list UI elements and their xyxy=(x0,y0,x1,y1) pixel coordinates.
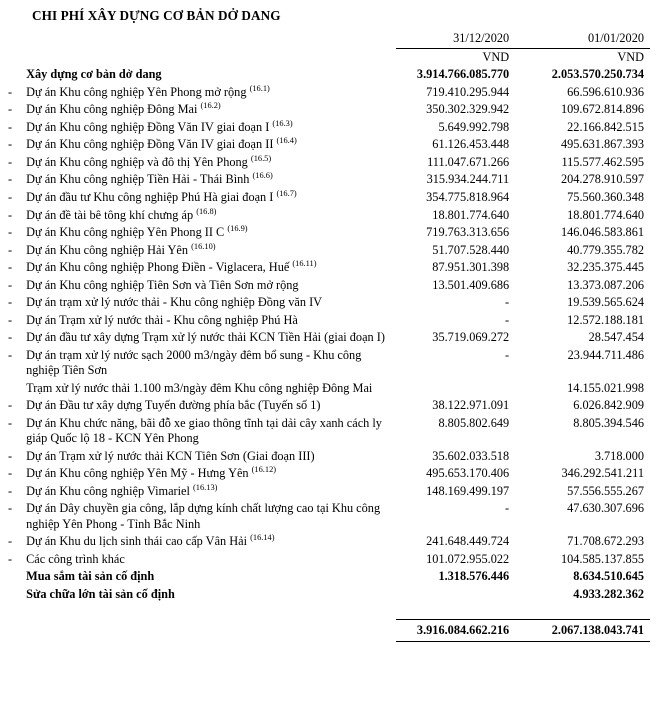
row-bullet: - xyxy=(8,137,13,152)
row-label xyxy=(26,259,396,277)
header-currency-col2: VND xyxy=(617,49,644,64)
table-row xyxy=(8,294,650,312)
row-label-text: Dự án đề tài bê tông khí chưng áp xyxy=(26,207,194,222)
header-currency-col1: VND xyxy=(482,49,510,64)
row-value-col1: 495.653.170.406 xyxy=(426,466,510,481)
row-label xyxy=(26,448,396,466)
row-value-col2: 32.235.375.445 xyxy=(567,260,644,275)
row-value-col2: 495.631.867.393 xyxy=(560,137,644,152)
row-label-text: Dự án Dây chuyền gia công, lắp dựng kính chất lượng cao tại Khu công nghiệp Yên Phong - Tỉnh Bắc Ninh xyxy=(26,501,381,531)
row-value-col2: 28.547.454 xyxy=(588,330,644,345)
row-value-col1: 35.602.033.518 xyxy=(432,448,510,463)
row-label-text: Các công trình khác xyxy=(26,551,125,566)
row-value-col2: 2.053.570.250.734 xyxy=(551,67,644,82)
row-label-text: Dự án Khu công nghiệp Yên Mỹ - Hưng Yên xyxy=(26,466,249,481)
row-value-col2: 4.933.282.362 xyxy=(573,587,644,602)
row-label-text: Dự án Khu công nghiệp Đồng Văn IV giai đoạn I xyxy=(26,119,270,134)
row-note-ref: (16.3) xyxy=(272,118,293,128)
row-bullet: - xyxy=(8,154,13,169)
row-label xyxy=(26,119,396,137)
row-label-text: Dự án Khu công nghiệp Yên Phong II C xyxy=(26,225,225,240)
row-label xyxy=(26,483,396,501)
total-block xyxy=(8,619,650,642)
row-value-col1: 354.775.818.964 xyxy=(426,190,510,205)
row-label xyxy=(26,551,396,569)
total-table xyxy=(8,619,650,642)
table-header-currency xyxy=(8,48,650,66)
row-bullet: - xyxy=(8,242,13,257)
row-value-col1 xyxy=(396,380,519,398)
row-bullet: - xyxy=(8,483,13,498)
row-label-text: Dự án Khu công nghiệp Hải Yên xyxy=(26,242,189,257)
table-row xyxy=(8,347,650,380)
total-row xyxy=(8,620,650,642)
header-label-spacer xyxy=(26,30,396,48)
table-row xyxy=(8,154,650,172)
financial-table xyxy=(8,30,650,66)
table-row xyxy=(8,586,650,604)
row-bullet: - xyxy=(8,207,13,222)
row-label xyxy=(26,171,396,189)
header-spacer xyxy=(8,30,26,48)
row-label-text: Dự án Khu công nghiệp Yên Phong mở rộng xyxy=(26,84,247,99)
row-note-ref: (16.2) xyxy=(200,101,221,111)
row-value-col1: 1.318.576.446 xyxy=(438,569,510,584)
row-bullet: - xyxy=(8,534,13,549)
row-note-ref: (16.5) xyxy=(250,153,272,163)
row-label xyxy=(26,465,396,483)
table-row xyxy=(8,448,650,466)
row-label xyxy=(26,101,396,119)
row-label-text: Dự án đầu tư xây dựng Trạm xử lý nước thải KCN Tiền Hải (giai đoạn I) xyxy=(26,330,385,345)
row-label-text: Dự án Trạm xử lý nước thải - Khu công nghiệp Phú Hà xyxy=(26,312,298,327)
row-label-text: Dự án Khu công nghiệp và đô thị Yên Phong xyxy=(26,154,248,169)
table-row xyxy=(8,206,650,224)
row-label xyxy=(26,136,396,154)
row-value-col1: 148.169.499.197 xyxy=(426,483,510,498)
row-bullet: - xyxy=(8,347,13,362)
row-value-col1: 13.501.409.686 xyxy=(432,277,510,292)
table-row xyxy=(8,66,650,84)
row-value-col2: 19.539.565.624 xyxy=(567,295,644,310)
row-label-text: Dự án Đầu tư xây dựng Tuyến đường phía bắc (Tuyến số 1) xyxy=(26,398,321,413)
row-label xyxy=(26,397,396,415)
row-value-col2: 204.278.910.597 xyxy=(560,172,644,187)
row-value-col1: - xyxy=(505,295,510,310)
row-value-col1: 35.719.069.272 xyxy=(432,330,510,345)
row-label-text: Dự án Khu công nghiệp Vimariel xyxy=(26,483,190,498)
row-label xyxy=(26,568,396,586)
table-row xyxy=(8,136,650,154)
row-bullet: - xyxy=(8,398,13,413)
row-value-col2: 75.560.360.348 xyxy=(567,190,644,205)
row-value-col1: 61.126.453.448 xyxy=(432,137,510,152)
row-bullet xyxy=(8,66,26,84)
row-bullet: - xyxy=(8,119,13,134)
table-row xyxy=(8,568,650,586)
row-label-text: Dự án trạm xử lý nước thải - Khu công nghiệp Đồng văn IV xyxy=(26,295,323,310)
row-label xyxy=(26,294,396,312)
row-value-col1: 350.302.329.942 xyxy=(426,102,510,117)
row-bullet xyxy=(8,380,26,398)
financial-rows-body xyxy=(8,66,650,603)
row-label-text: Trạm xử lý nước thải 1.100 m3/ngày đêm Khu công nghiệp Đông Mai xyxy=(26,380,373,395)
table-row xyxy=(8,329,650,347)
row-value-col2: 47.630.307.696 xyxy=(567,501,644,516)
row-value-col2: 115.577.462.595 xyxy=(561,154,644,169)
row-value-col1: 111.047.671.266 xyxy=(427,154,510,169)
row-label xyxy=(26,312,396,330)
row-value-col1: 315.934.244.711 xyxy=(426,172,510,187)
total-label xyxy=(26,620,396,642)
table-row xyxy=(8,465,650,483)
table-row xyxy=(8,483,650,501)
table-row xyxy=(8,259,650,277)
header-date-col2: 01/01/2020 xyxy=(519,30,650,48)
row-label-text: Dự án Khu chức năng, bãi đỗ xe giao thông tĩnh tại dải cây xanh cách ly giáp Quốc lộ 18 - KCN Yên Phong xyxy=(26,415,382,446)
row-value-col2: 346.292.541.211 xyxy=(561,466,644,481)
header-date-col1: 31/12/2020 xyxy=(396,30,519,48)
row-label xyxy=(26,380,396,398)
row-value-col1: - xyxy=(505,501,510,516)
table-row xyxy=(8,397,650,415)
table-row xyxy=(8,189,650,207)
row-bullet xyxy=(8,586,26,604)
table-row xyxy=(8,84,650,102)
row-bullet: - xyxy=(8,312,13,327)
row-bullet: - xyxy=(8,260,13,275)
row-label xyxy=(26,533,396,551)
row-bullet: - xyxy=(8,277,13,292)
row-value-col2: 23.944.711.486 xyxy=(567,347,644,362)
row-value-col2: 66.596.610.936 xyxy=(567,84,644,99)
row-value-col2: 57.556.555.267 xyxy=(567,483,644,498)
row-value-col1: 51.707.528.440 xyxy=(432,242,510,257)
row-note-ref: (16.14) xyxy=(250,533,275,543)
row-value-col2: 12.572.188.181 xyxy=(567,312,644,327)
row-value-col1: 719.410.295.944 xyxy=(426,84,510,99)
row-label xyxy=(26,242,396,260)
row-label xyxy=(26,586,396,604)
total-value-col1: 3.916.084.662.216 xyxy=(396,620,519,642)
row-label-text: Dự án Khu công nghiệp Tiền Hải - Thái Bình xyxy=(26,172,250,187)
row-label xyxy=(26,66,396,84)
row-label xyxy=(26,329,396,347)
row-value-col2: 40.779.355.782 xyxy=(567,242,644,257)
row-value-col2: 18.801.774.640 xyxy=(567,207,644,222)
table-row xyxy=(8,533,650,551)
row-value-col2: 109.672.814.896 xyxy=(560,102,644,117)
row-value-col2: 104.585.137.855 xyxy=(560,551,644,566)
financial-rows-table xyxy=(8,66,650,603)
row-bullet xyxy=(8,568,26,586)
row-note-ref: (16.7) xyxy=(276,188,297,198)
row-note-ref: (16.11) xyxy=(292,259,317,269)
row-label-text: Dự án Trạm xử lý nước thải KCN Tiên Sơn (Giai đoạn III) xyxy=(26,448,315,463)
row-note-ref: (16.6) xyxy=(252,171,273,181)
row-value-col1: 87.951.301.398 xyxy=(432,260,510,275)
row-note-ref: (16.10) xyxy=(191,241,216,251)
row-note-ref: (16.12) xyxy=(251,465,277,475)
row-value-col1: - xyxy=(505,312,510,327)
row-value-col2: 22.166.842.515 xyxy=(567,119,644,134)
row-value-col1: 8.805.802.649 xyxy=(438,415,510,430)
row-bullet: - xyxy=(8,466,13,481)
row-label xyxy=(26,415,396,448)
row-label xyxy=(26,189,396,207)
row-value-col1: 38.122.971.091 xyxy=(432,398,510,413)
row-note-ref: (16.8) xyxy=(196,206,217,216)
table-row xyxy=(8,224,650,242)
row-value-col2: 14.155.021.998 xyxy=(567,380,644,395)
table-row xyxy=(8,277,650,295)
row-note-ref: (16.4) xyxy=(276,136,297,146)
row-label xyxy=(26,500,396,533)
row-label-text: Dự án Khu công nghiệp Tiên Sơn và Tiên Sơn mở rộng xyxy=(26,277,299,292)
row-value-col1: 101.072.955.022 xyxy=(426,551,510,566)
row-value-col1: 3.914.766.085.770 xyxy=(416,67,510,82)
page-title: CHI PHÍ XÂY DỰNG CƠ BẢN DỞ DANG xyxy=(32,8,281,23)
row-bullet: - xyxy=(8,330,13,345)
row-value-col1: - xyxy=(505,347,510,362)
row-label-text: Dự án trạm xử lý nước sạch 2000 m3/ngày đêm bổ sung - Khu công nghiệp Tiên Sơn xyxy=(26,347,362,378)
row-value-col2: 13.373.087.206 xyxy=(567,277,644,292)
total-value-col2: 2.067.138.043.741 xyxy=(519,620,650,642)
row-value-col1: 719.763.313.656 xyxy=(426,225,510,240)
row-label-text: Dự án Khu du lịch sinh thái cao cấp Vân Hải xyxy=(26,534,248,549)
row-label xyxy=(26,206,396,224)
row-value-col2: 146.046.583.861 xyxy=(560,225,644,240)
table-row xyxy=(8,101,650,119)
row-value-col1: 18.801.774.640 xyxy=(432,207,510,222)
table-row xyxy=(8,500,650,533)
table-header-dates xyxy=(8,30,650,48)
row-label-text: Dự án Khu công nghiệp Phong Điền - Viglacera, Huế xyxy=(26,260,290,275)
row-value-col1: 5.649.992.798 xyxy=(438,119,510,134)
table-row xyxy=(8,242,650,260)
row-bullet: - xyxy=(8,551,13,566)
table-row xyxy=(8,551,650,569)
table-row xyxy=(8,312,650,330)
row-label-text: Dự án đầu tư Khu công nghiệp Phú Hà giai đoạn I xyxy=(26,190,274,205)
row-value-col1 xyxy=(396,586,519,604)
row-label-text: Dự án Khu công nghiệp Đồng Văn IV giai đoạn II xyxy=(26,137,274,152)
row-label xyxy=(26,84,396,102)
row-bullet: - xyxy=(8,102,13,117)
row-label xyxy=(26,277,396,295)
row-value-col2: 3.718.000 xyxy=(594,448,644,463)
row-label-text: Sửa chữa lớn tài sản cố định xyxy=(26,587,175,602)
row-value-col2: 8.805.394.546 xyxy=(573,415,644,430)
row-label-text: Xây dựng cơ bản dở dang xyxy=(26,67,162,82)
row-label-text: Dự án Khu công nghiệp Đông Mai xyxy=(26,102,198,117)
row-bullet: - xyxy=(8,295,13,310)
row-note-ref: (16.9) xyxy=(227,224,248,234)
table-row xyxy=(8,380,650,398)
row-value-col1: 241.648.449.724 xyxy=(426,534,510,549)
row-bullet: - xyxy=(8,84,13,99)
row-value-col2: 8.634.510.645 xyxy=(573,569,644,584)
table-body xyxy=(8,30,650,66)
row-bullet: - xyxy=(8,225,13,240)
table-row xyxy=(8,119,650,137)
row-value-col2: 6.026.842.909 xyxy=(573,398,644,413)
table-row xyxy=(8,171,650,189)
row-bullet: - xyxy=(8,172,13,187)
table-row xyxy=(8,415,650,448)
row-value-col2: 71.708.672.293 xyxy=(567,534,644,549)
row-bullet: - xyxy=(8,501,13,516)
row-note-ref: (16.13) xyxy=(193,482,218,492)
row-label xyxy=(26,154,396,172)
row-bullet: - xyxy=(8,415,13,430)
row-note-ref: (16.1) xyxy=(249,83,270,93)
row-label-text: Mua sắm tài sản cố định xyxy=(26,569,155,584)
row-bullet: - xyxy=(8,448,13,463)
row-label xyxy=(26,347,396,380)
row-bullet: - xyxy=(8,190,13,205)
row-label xyxy=(26,224,396,242)
